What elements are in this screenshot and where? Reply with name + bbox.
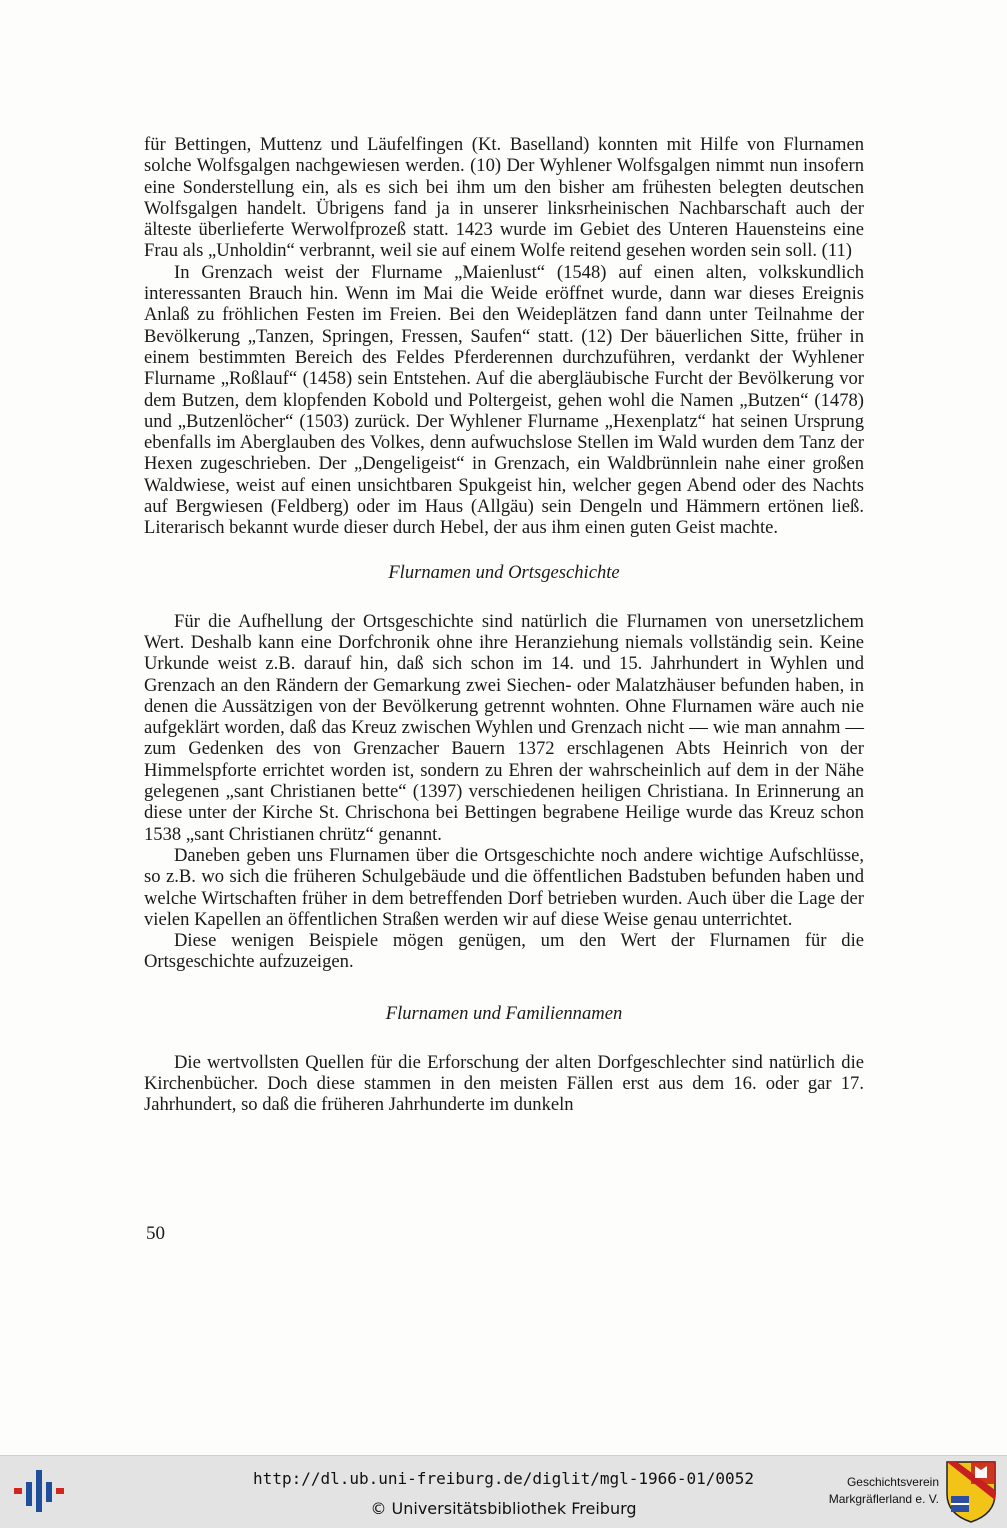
society-name	[829, 1474, 939, 1508]
society-line: Geschichtsverein	[846, 1475, 939, 1489]
paragraph: Für die Aufhellung der Ortsgeschichte sind natürlich die Flurnamen von unersetzlichem Wert. Deshalb kann eine Dorfchronik ohne ihre Heranziehung niemals vollständig sein. Keine Urkunde weist z.B. darauf hin, daß sich schon im 14. und 15. Jahrhundert in Wyhlen und Grenzach an den Rändern der Gemarkung zwei Siechen- oder Malatzhäuser befunden haben, in denen die Aussätzigen von der Bevölkerung getrennt wohnten. Ohne Flurnamen wäre auch nie aufgeklärt worden, daß das Kreuz zwischen Wyhlen und Grenzach nicht — wie man annahm — zum Gedenken des von Grenzacher Bauern 1372 erschlagenen Abts Heinrich von der Himmelspforte errichtet worden ist, sondern zu Ehren der wahrscheinlich auf dem in der Nähe gelegenen „sant Christianen bette“ (1397) verschiedenen heiligen Christiana. In Erinnerung an diese unter der Kirche St. Chrischona bei Bettingen begrabene Heilige wurde das Kreuz schon 1538 „sant Christianen chrütz“ genannt.	[144, 610, 864, 845]
paragraph: Diese wenigen Beispiele mögen genügen, um den Wert der Flurnamen für die Ortsgeschichte aufzuzeigen.	[144, 930, 864, 973]
copyright-text: © Universitätsbibliothek Freiburg	[370, 1499, 637, 1518]
paragraph: In Grenzach weist der Flurname „Maienlust“ (1548) auf einen alten, volkskundlich interessanten Brauch hin. Wenn im Mai die Weide eröffnet wurde, dann war dieses Ereignis Anlaß zu fröhlichen Festen im Freien. Bei den Weideplätzen fand dann unter Teilnahme der Bevölkerung „Tanzen, Springen, Fressen, Saufen“ statt. (12) Der bäuerlichen Sitte, früher in einem bestimmten Bereich des Feldes Pferderennen durchzuführen, verdankt der Wyhlener Flurname „Roßlauf“ (1458) sein Entstehen. Auf die abergläubische Furcht der Bevölkerung vor dem Butzen, dem klopfenden Kobold und Poltergeist, gehen wohl die Namen „Butzen“ (1478) und „Butzenlöcher“ (1503) zurück. Der Wyhlener Flurname „Hexenplatz“ hat seinen Ursprung ebenfalls im Aberglauben des Volkes, denn aufwuchslose Stellen im Wald wurden dem Tanz der Hexen zugeschrieben. Der „Dengeligeist“ in Grenzach, ein Waldbrünnlein nahe einer großen Waldwiese, weist auf einen unsichtbaren Spukgeist hin, welcher gegen Abend oder des Nachts auf Bergwiesen (Feldberg) oder im Haus (Allgäu) sein Dengeln und Hämmern ertönen ließ. Literarisch bekannt wurde dieser durch Hebel, der aus ihm einen guten Geist machte.	[144, 261, 864, 539]
paragraph: Daneben geben uns Flurnamen über die Ortsgeschichte noch andere wichtige Aufschlüsse, so z.B. wo sich die früheren Schulgebäude und die öffentlichen Badstuben befunden haben und welche Wirtschaften früher in dem betreffenden Dorf betrieben wurden. Auch über die Lage der vielen Kapellen an öffentlichen Straßen werden wir auf diese Weise genau unterrichtet.	[144, 844, 864, 930]
page-number: 50	[146, 1223, 165, 1244]
footer-bar	[0, 1455, 1007, 1528]
section-heading: Flurnamen und Familiennamen	[385, 1002, 623, 1024]
paragraph: für Bettingen, Muttenz und Läufelfingen (Kt. Baselland) konnten mit Hilfe von Flurnamen solche Wolfsgalgen nachgewiesen werden. (10) Der Wyhlener Wolfsgalgen nimmt nun insofern eine Sonderstellung ein, als es sich bei ihm um den bisher am frühesten belegten deutschen Wolfsgalgen handelt. Übrigens fand ja in unserer linksrheinischen Nachbarschaft auch der älteste überlieferte Werwolfprozeß statt. 1423 wurde im Gebiet des Unteren Hauensteins eine Frau als „Unholdin“ verbrannt, weil sie auf einem Wolfe reitend gesehen worden sein soll. (11)	[144, 134, 864, 262]
society-crest-icon[interactable]	[945, 1460, 997, 1524]
section-heading: Flurnamen und Ortsgeschichte	[388, 561, 620, 583]
permalink-url[interactable]: http://dl.ub.uni-freiburg.de/diglit/mgl-1966-01/0052	[253, 1469, 754, 1488]
paragraph: Die wertvollsten Quellen für die Erforschung der alten Dorfgeschlechter sind natürlich die Kirchenbücher. Doch diese stammen in den meisten Fällen erst aus dem 16. oder gar 17. Jahrhundert, so daß die früheren Jahrhunderte im dunkeln	[144, 1051, 864, 1116]
text-block	[144, 134, 864, 1116]
society-line: Markgräflerland e. V.	[828, 1492, 939, 1506]
